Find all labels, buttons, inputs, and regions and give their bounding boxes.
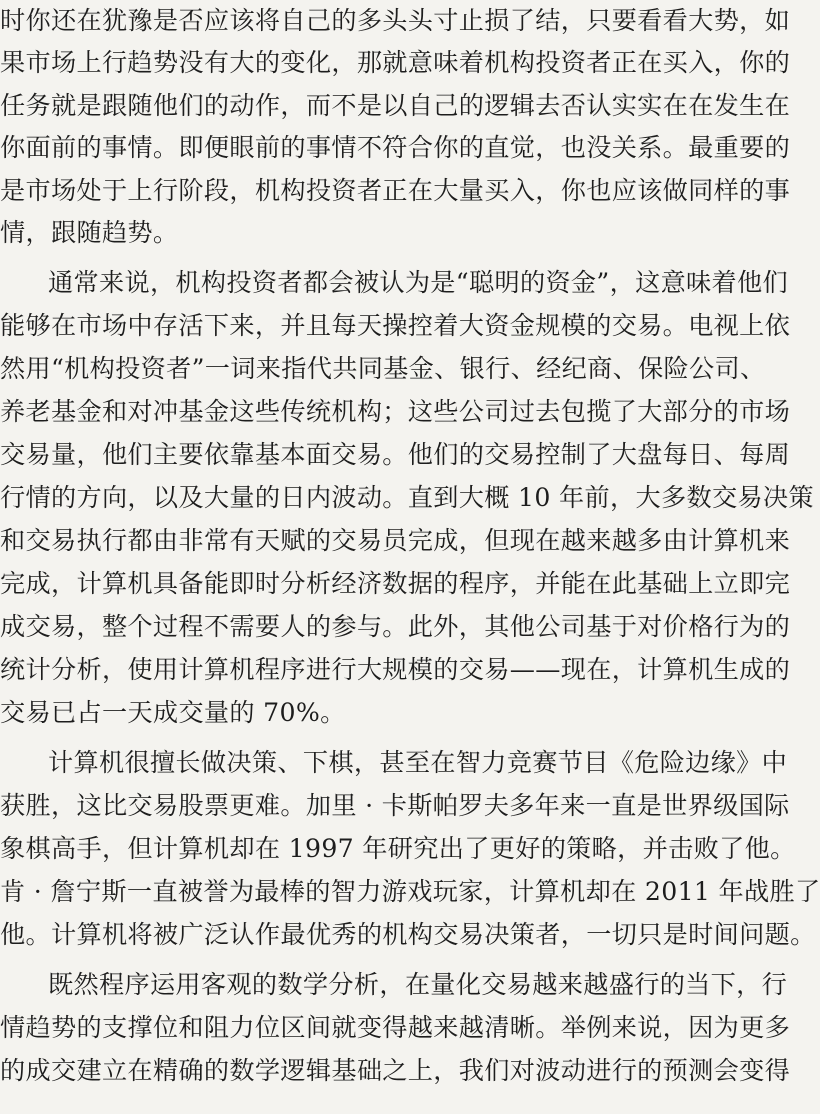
text-line: 果市场上行趋势没有大的变化，那就意味着机构投资者正在买入，你的: [0, 48, 791, 77]
text-line: 和交易执行都由非常有天赋的交易员完成，但现在越来越多由计算机来: [0, 526, 791, 555]
text-line: 任务就是跟随他们的动作，而不是以自己的逻辑去否认实实在在发生在: [0, 91, 791, 120]
text-line: 交易已占一天成交量的 70%。: [0, 698, 346, 727]
text-line: 完成，计算机具备能即时分析经济数据的程序，并能在此基础上立即完: [0, 569, 791, 598]
text-line: 肯 · 詹宁斯一直被誉为最棒的智力游戏玩家，计算机却在 2011 年战胜了: [0, 877, 820, 906]
text-line: 获胜，这比交易股票更难。加里 · 卡斯帕罗夫多年来一直是世界级国际: [0, 791, 790, 820]
text-line: 情，跟随趋势。: [0, 218, 179, 247]
text-line: 的成交建立在精确的数学逻辑基础之上，我们对波动进行的预测会变得: [0, 1056, 791, 1085]
text-line: 统计分析，使用计算机程序进行大规模的交易——现在，计算机生成的: [0, 655, 791, 684]
paragraph-start-line: 既然程序运用客观的数学分析，在量化交易越来越盛行的当下，行: [48, 970, 788, 999]
text-line: 是市场处于上行阶段，机构投资者正在大量买入，你也应该做同样的事: [0, 176, 791, 205]
text-line: 交易量，他们主要依靠基本面交易。他们的交易控制了大盘每日、每周: [0, 440, 791, 469]
text-line: 他。计算机将被广泛认作最优秀的机构交易决策者，一切只是时间问题。: [0, 920, 816, 949]
paragraph-start-line: 通常来说，机构投资者都会被认为是“聪明的资金”，这意味着他们: [48, 268, 789, 297]
text-line: 象棋高手，但计算机却在 1997 年研究出了更好的策略，并击败了他。: [0, 834, 796, 863]
text-line: 然用“机构投资者”一词来指代共同基金、银行、经纪商、保险公司、: [0, 354, 766, 383]
text-line: 养老基金和对冲基金这些传统机构；这些公司过去包揽了大部分的市场: [0, 397, 791, 426]
text-line: 能够在市场中存活下来，并且每天操控着大资金规模的交易。电视上依: [0, 311, 791, 340]
text-line: 成交易，整个过程不需要人的参与。此外，其他公司基于对价格行为的: [0, 612, 791, 641]
text-line: 情趋势的支撑位和阻力位区间就变得越来越清晰。举例来说，因为更多: [0, 1013, 791, 1042]
text-line: 行情的方向，以及大量的日内波动。直到大概 10 年前，大多数交易决策: [0, 483, 814, 512]
text-line: 时你还在犹豫是否应该将自己的多头头寸止损了结，只要看看大势，如: [0, 6, 791, 35]
paragraph-start-line: 计算机很擅长做决策、下棋，甚至在智力竞赛节目《危险边缘》中: [48, 748, 788, 777]
text-line: 你面前的事情。即便眼前的事情不符合你的直觉，也没关系。最重要的: [0, 133, 791, 162]
